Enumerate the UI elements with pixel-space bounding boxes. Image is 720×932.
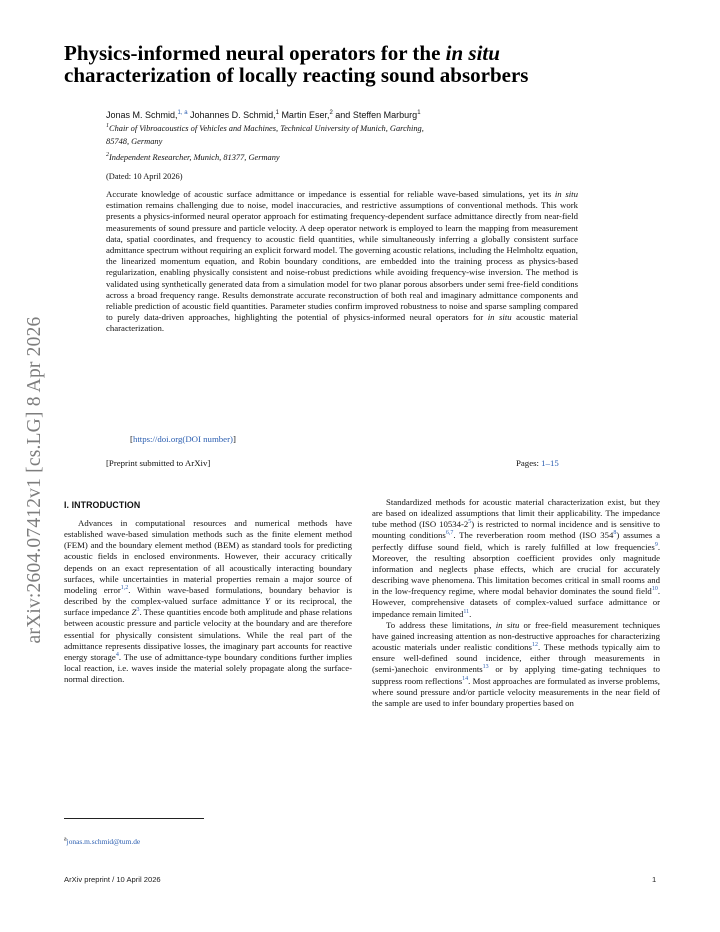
author-1: Jonas M. Schmid, — [106, 110, 178, 120]
affiliation-1 — [106, 123, 586, 148]
author-4: and Steffen Marburg — [332, 110, 418, 120]
math-symbol-Z: Z — [131, 607, 137, 618]
abstract-text-1: Accurate knowledge of acoustic surface admittance or impedance is essential for reliable wave-based simulations, yet its — [106, 189, 555, 199]
affiliation-2-number: 2 — [106, 152, 109, 159]
author-2: Johannes D. Schmid, — [187, 110, 276, 120]
text-run: ) is restricted to normal incidence and is sensitive to mounting conditions — [372, 519, 660, 541]
text-run: . Moreover, the resulting absorption coefficient provides only magnitude information and neglects phase effects, which are crucial for accurately describing wave phenomena. This limitation becomes critical in small rooms and in the low-frequency regime, where modal behavior dominates the sound field — [372, 541, 660, 597]
title-emphasis: in situ — [445, 41, 500, 65]
author-list — [106, 110, 421, 120]
citation-link[interactable]: 8 — [613, 530, 617, 537]
footnote-rule — [64, 818, 204, 819]
dated-line: (Dated: 10 April 2026) — [106, 172, 183, 181]
pages-range-link[interactable]: 1–15 — [541, 458, 559, 468]
citation-link[interactable]: 10 — [651, 586, 658, 593]
text-run: . Most approaches are formulated as inverse problems, where sound pressure and/or particle velocity measurements in the near field of the sample are used to infer boundary properties based on — [372, 675, 660, 708]
citation-link[interactable]: 13 — [482, 664, 489, 671]
abstract-text-2: estimation remains challenging due to noise, model inaccuracies, and restrictive assumptions of conventional methods. This work presents a physics-informed neural operator approach for estimating frequency-dependent surface admittance directly from near-field measurements of sound pressure and particle velocity. A deep operator network is employed to learn the mapping from measurement data, spatial coordinates, and frequency to acoustic field quantities, while simultaneously inferring a globally consistent surface admittance spectrum without requiring an explicit forward model. The governing acoustic relations, including the Helmholtz equation, the linearized momentum equation, and Robin boundary conditions, are embedded into the training process as physics-based regularization, enabling physically consistent and noise-robust predictions while avoiding frequency-wise inversion. The method is validated using synthetically generated data from a simulation model for two planar porous absorbers under semi free-field conditions across a broad frequency range. Results demonstrate accurate reconstruction of both real and imaginary admittance components and reliable prediction of acoustic field quantities. Parameter studies confirm improved robustness to noise and sparse sampling compared to purely data-driven approaches, highlighting the potential of physics-informed neural operators for — [106, 200, 578, 323]
text-run: . The reverberation room method (ISO 354 — [453, 530, 614, 541]
text-run: . — [469, 608, 472, 619]
citation-link[interactable]: 4 — [115, 651, 119, 658]
affiliation-2 — [106, 152, 586, 165]
doi-line — [130, 434, 236, 444]
doi-link[interactable]: https://doi.org(DOI number) — [132, 434, 233, 444]
text-run: . The use of admittance-type boundary conditions further implies local reaction, i.e. waves inside the material solely propagate along the surface-normal direction. — [64, 651, 352, 685]
email-link[interactable]: jonas.m.schmid@tum.de — [66, 837, 141, 846]
affiliation-2-text: Independent Researcher, Munich, 81377, Germany — [109, 153, 280, 162]
intro-paragraph-3 — [372, 620, 660, 709]
citation-link[interactable]: 14 — [462, 675, 469, 682]
text-run: or by applying time-gating techniques to suppress room reflections — [372, 664, 660, 686]
section-heading-introduction: I. INTRODUCTION — [64, 500, 141, 510]
text-run: ) assumes a perfectly diffuse sound field, which is rarely fulfilled at low frequencies — [372, 530, 660, 552]
footer-left: ArXiv preprint / 10 April 2026 — [64, 875, 161, 884]
text-run: . However, comprehensive datasets of complex-valued surface admittance or impedance remain limited — [372, 586, 660, 619]
abstract-emphasis-1: in situ — [554, 189, 578, 199]
text-run: To address these limitations, — [386, 619, 496, 630]
intro-left-column — [64, 518, 352, 685]
affiliation-1-text: Chair of Vibroacoustics of Vehicles and Machines, Technical University of Munich, Garching, — [109, 124, 424, 133]
footnote-mark: a — [64, 836, 67, 843]
footnote — [64, 837, 140, 846]
affiliation-1-number: 1 — [106, 123, 109, 130]
text-run: Standardized methods for acoustic material characterization exist, but they are based on idealized assumptions that limit their applicability. The impedance tube method (ISO 10534-2 — [372, 497, 660, 530]
doi-open-bracket: [ — [130, 434, 133, 444]
pages-info — [516, 458, 559, 468]
author-3-affil: 2 — [329, 110, 333, 116]
preprint-note: [Preprint submitted to ArXiv] — [106, 458, 211, 468]
author-3: Martin Eser, — [278, 110, 330, 120]
paper-title — [64, 42, 664, 86]
author-4-affil: 1 — [417, 110, 421, 116]
citation-link[interactable]: 5 — [468, 519, 472, 526]
doi-close-bracket: ] — [232, 434, 236, 444]
math-symbol-Y: Y — [265, 596, 270, 607]
affiliation-1-cont: 85748, Germany — [106, 136, 163, 146]
abstract — [106, 189, 578, 335]
abstract-text-3: acoustic material characterization. — [106, 312, 578, 334]
abstract-emphasis-2: in situ — [487, 312, 512, 323]
author-2-affil: 1 — [275, 110, 279, 116]
author-1-affil[interactable]: 1, a — [177, 110, 188, 116]
citation-link[interactable]: 9 — [654, 541, 658, 548]
arxiv-stamp: arXiv:2604.07412v1 [cs.LG] 8 Apr 2026 — [24, 316, 45, 644]
arxiv-sidebar — [22, 300, 48, 660]
intro-right-column — [372, 497, 660, 709]
citation-link[interactable]: 3 — [136, 607, 140, 614]
text-run: . These methods typically aim to ensure well-defined sound incidence, either through measurements in (semi-)anechoic environments — [372, 642, 660, 675]
text-run: . Within wave-based formulations, boundary behavior is described by the complex-valued surface admittance — [64, 584, 352, 607]
text-run: or free-field measurement techniques have gained increasing attention as non-destructive approaches for characterizing acoustic materials under realistic conditions — [372, 619, 660, 653]
title-line2: characterization of locally reacting sound absorbers — [64, 63, 529, 87]
pages-label: Pages: — [516, 458, 542, 468]
text-run: Advances in computational resources and numerical methods have established wave-based simulation methods such as the finite element method (FEM) and the boundary element method (BEM) as standard tools for predicting acoustic fields in enclosed environments. However, their accuracy critically depends on an exact representation of all acoustically interacting boundary surfaces, while uncertainties in material properties remain a major source of modeling error — [64, 518, 352, 595]
citation-link[interactable]: 6,7 — [445, 530, 454, 537]
citation-link[interactable]: 12 — [531, 642, 538, 649]
page-number: 1 — [652, 875, 657, 884]
emphasis-in-situ: in situ — [495, 619, 520, 630]
citation-link[interactable]: 1,2 — [120, 585, 129, 592]
text-run: . These quantities encode both amplitude and phase relations between acoustic pressure and particle velocity at the boundary and are therefore essential for physically consistent simulations. While the real part of the admittance represents dissipative losses, the imaginary part accounts for reactive energy storage — [64, 607, 353, 662]
intro-paragraph-2 — [372, 497, 660, 620]
citation-link[interactable]: 11 — [463, 608, 470, 615]
text-run: or its reciprocal, the surface impedance — [64, 596, 352, 618]
title-line1: Physics-informed neural operators for the — [64, 41, 446, 65]
intro-paragraph-1 — [64, 518, 352, 685]
